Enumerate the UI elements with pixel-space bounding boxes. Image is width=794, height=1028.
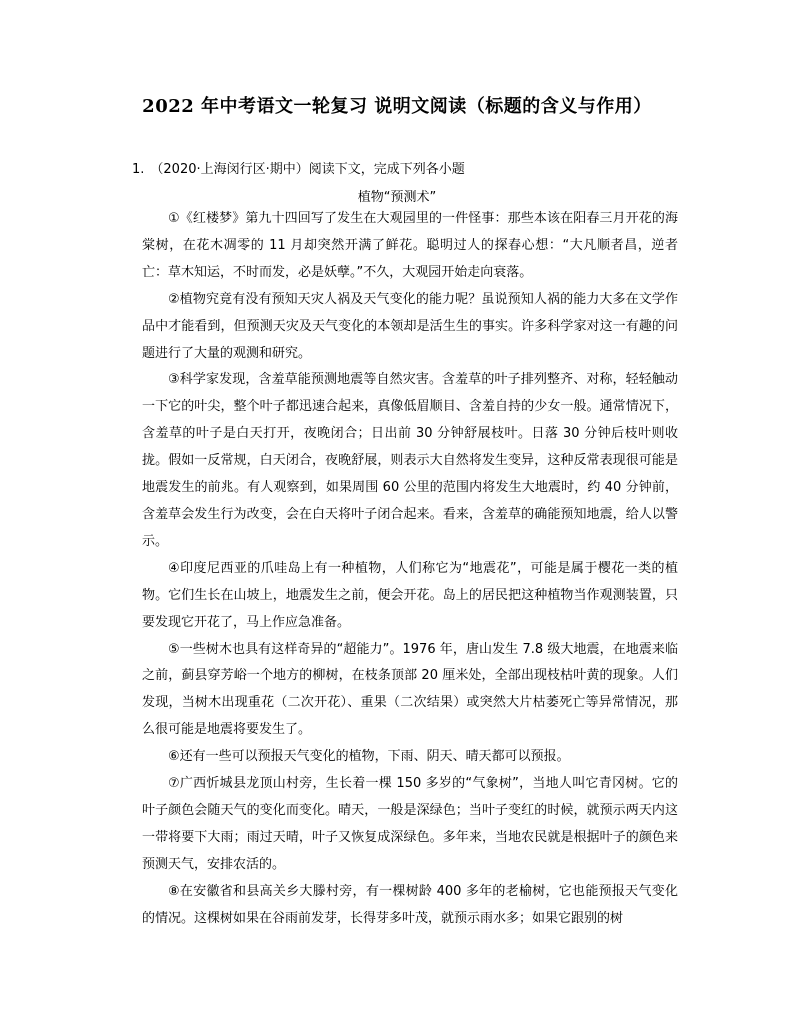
paragraph-7: ⑦广西忻城县龙顶山村旁，生长着一棵 150 多岁的“气象树”，当地人叫它青冈树。它的叶子颜色会随天气的变化而变化。晴天，一般是深绿色；当叶子变红的时候，就预示两天内这一带将要下大雨；雨过天晴，叶子又恢复成深绿色。多年来，当地农民就是根据叶子的颜色来预测天气，安排农活的。 xyxy=(142,776,678,872)
paragraph-8: ⑧在安徽省和县高关乡大滕村旁，有一棵树龄 400 多年的老榆树，它也能预报天气变化的情况。这棵树如果在谷雨前发芽，长得芽多叶茂，就预示雨水多；如果它跟别的树 xyxy=(142,883,678,926)
document-title: 2022 年中考语文一轮复习 说明文阅读（标题的含义与作用） xyxy=(142,96,652,117)
article-title: 植物“预测术” xyxy=(357,190,437,205)
paragraph-1: ①《红楼梦》第九十四回写了发生在大观园里的一件怪事：那些本该在阳春三月开花的海棠树，在花木凋零的 11 月却突然开满了鲜花。聪明过人的探春心想：“大凡顺者昌，逆者亡：草木知运，不时而发，必是妖孽。”不久，大观园开始走向衰落。 xyxy=(142,211,678,280)
paragraph-4: ④印度尼西亚的爪哇岛上有一种植物，人们称它为“地震花”，可能是属于樱花一类的植物。它们生长在山坡上，地震发生之前，便会开花。岛上的居民把这种植物当作观测装置，只要发现它开花了，马上作应急准备。 xyxy=(142,560,678,630)
question-number: 1. xyxy=(132,162,145,177)
paragraph-5: ⑤一些树木也具有这样奇异的“超能力”。1976 年，唐山发生 7.8 级大地震，在地震来临之前，蓟县穿芳峪一个地方的柳树，在枝条顶部 20 厘米处，全部出现枝枯叶黄的现象。人们发现，当树木出现重花（二次开花）、重果（二次结果）或突然大片枯萎死亡等异常情况，那么很可能是地震将要发生了。 xyxy=(142,641,678,738)
paragraph-6: ⑥还有一些可以预报天气变化的植物，下雨、阴天、晴天都可以预报。 xyxy=(168,749,570,765)
question-prompt-line xyxy=(132,158,465,177)
paragraph-2: ②植物究竟有没有预知天灾人祸及天气变化的能力呢？虽说预知人祸的能力大多在文学作品中才能看到，但预测天灾及天气变化的本领却是活生生的事实。许多科学家对这一有趣的问题进行了大量的观测和研究。 xyxy=(142,291,678,361)
article-body xyxy=(142,206,678,932)
question-prompt: （2020·上海闵行区·期中）阅读下文，完成下列各小题 xyxy=(150,162,465,177)
paragraph-3: ③科学家发现，含羞草能预测地震等自然灾害。含羞草的叶子排列整齐、对称，轻轻触动一下它的叶尖，整个叶子都迅速合起来，真像低眉顺目、含羞自持的少女一般。通常情况下，含羞草的叶子是白天打开，夜晚闭合；日出前 30 分钟舒展枝叶。日落 30 分钟后枝叶则收拢。假如一反常规，白天闭合，夜晚舒展，则表示大自然将发生变异，这种反常表现很可能是地震发生的前兆。有人观察到，如果周围 60 公里的范围内将发生大地震时，约 40 分钟前，含羞草会发生行为改变，会在白天将叶子闭合起来。看来，含羞草的确能预知地震，给人以警示。 xyxy=(142,372,678,549)
